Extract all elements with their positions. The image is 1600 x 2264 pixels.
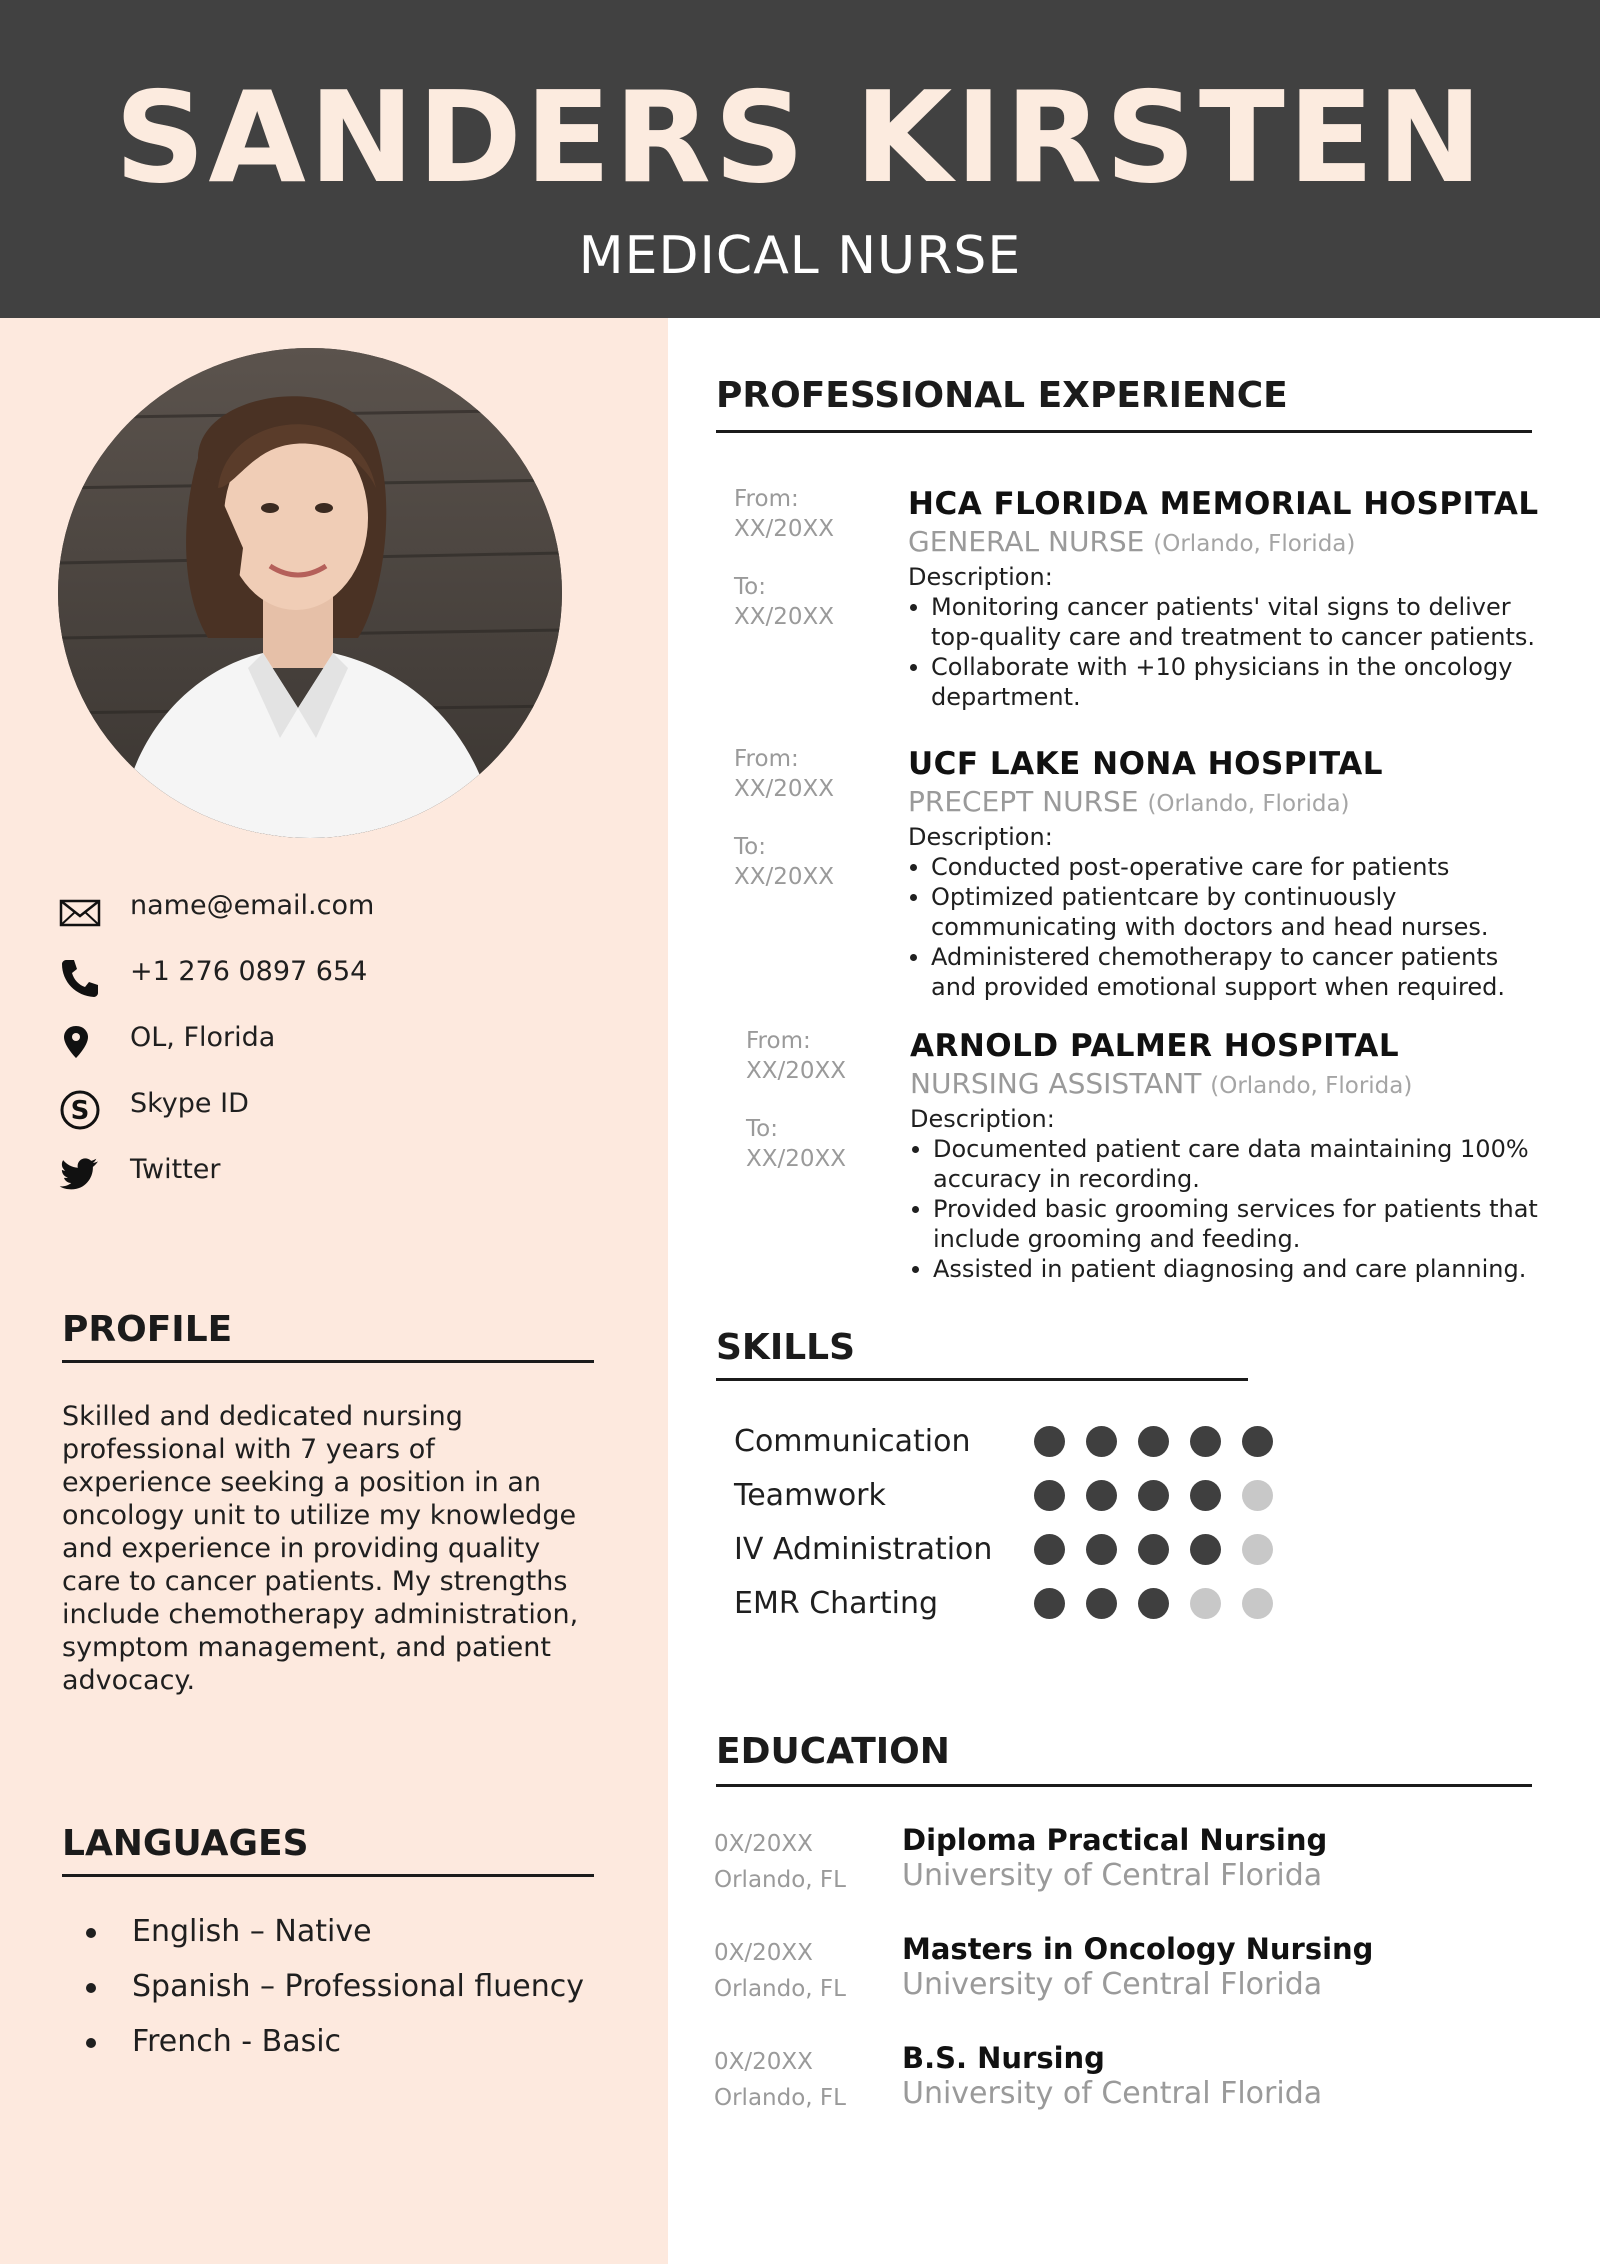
bullet-icon xyxy=(86,1983,96,1993)
role-location: (Orlando, Florida) xyxy=(1147,791,1350,817)
edu-degree: Masters in Oncology Nursing xyxy=(902,1932,1374,1966)
experience-heading: PROFESSIONAL EXPERIENCE xyxy=(716,372,1532,433)
edu-date: 0X/20XX xyxy=(714,1940,813,1966)
list-item: Collaborate with +10 physicians in the oncology department. xyxy=(908,652,1548,712)
from-label: From: xyxy=(734,486,799,512)
job-bullets xyxy=(910,1134,1550,1284)
skill-name: Teamwork xyxy=(734,1478,886,1513)
job-dates xyxy=(734,484,884,632)
edu-date: 0X/20XX xyxy=(714,2049,813,2075)
edu-degree: Diploma Practical Nursing xyxy=(902,1823,1328,1857)
location-pin-icon xyxy=(58,1022,102,1066)
profile-photo xyxy=(58,348,562,838)
education-entry xyxy=(714,2038,1554,2118)
skill-dot-filled xyxy=(1138,1480,1169,1511)
job-body xyxy=(910,1026,1550,1284)
edu-school: University of Central Florida xyxy=(902,1858,1323,1893)
skill-dot-filled xyxy=(1034,1426,1065,1457)
contact-email-text: name@email.com xyxy=(130,890,375,921)
bullet-icon xyxy=(86,2038,96,2048)
languages-heading: LANGUAGES xyxy=(62,1820,594,1877)
skill-dot-filled xyxy=(1138,1426,1169,1457)
description-label: Description: xyxy=(908,563,1053,591)
education-entry xyxy=(714,1929,1554,2009)
description-label: Description: xyxy=(910,1105,1055,1133)
education-heading: EDUCATION xyxy=(716,1728,1532,1787)
skill-dot-filled xyxy=(1190,1426,1221,1457)
svg-text:S: S xyxy=(70,1096,90,1126)
list-item: Administered chemotherapy to cancer patients and provided emotional support when required. xyxy=(908,942,1548,1002)
role-location: (Orlando, Florida) xyxy=(1153,531,1356,557)
candidate-name: SANDERS KIRSTEN xyxy=(114,64,1486,211)
company-name: ARNOLD PALMER HOSPITAL xyxy=(910,1028,1400,1064)
list-item xyxy=(62,2022,622,2077)
from-label: From: xyxy=(734,746,799,772)
edu-location: Orlando, FL xyxy=(714,1867,846,1893)
skill-dot-filled xyxy=(1138,1534,1169,1565)
skills-list xyxy=(734,1416,1294,1632)
contact-skype[interactable] xyxy=(58,1078,638,1144)
job-role xyxy=(908,524,1548,562)
list-item xyxy=(62,1912,622,1967)
skill-row xyxy=(734,1416,1294,1470)
list-item: Monitoring cancer patients' vital signs to deliver top-quality care and treatment to cancer patients. xyxy=(908,592,1548,652)
contact-location-text: OL, Florida xyxy=(130,1022,276,1053)
skill-dot-filled xyxy=(1086,1588,1117,1619)
list-item: Provided basic grooming services for patients that include grooming and feeding. xyxy=(910,1194,1550,1254)
role-location: (Orlando, Florida) xyxy=(1210,1073,1413,1099)
list-item: Documented patient care data maintaining 100% accuracy in recording. xyxy=(910,1134,1550,1194)
skill-name: Communication xyxy=(734,1424,971,1459)
skills-heading: SKILLS xyxy=(716,1324,1248,1381)
profile-heading: PROFILE xyxy=(62,1306,594,1363)
skill-name: EMR Charting xyxy=(734,1586,939,1621)
twitter-icon xyxy=(58,1154,102,1198)
job-body xyxy=(908,744,1548,1002)
job-dates xyxy=(734,744,884,892)
skill-dot-filled xyxy=(1190,1534,1221,1565)
job-bullets xyxy=(908,852,1548,1002)
list-item: Assisted in patient diagnosing and care planning. xyxy=(910,1254,1550,1284)
skill-dot-filled xyxy=(1242,1426,1273,1457)
skill-dot-filled xyxy=(1086,1426,1117,1457)
skill-row xyxy=(734,1578,1294,1632)
skill-dot-empty xyxy=(1242,1588,1273,1619)
to-date: XX/20XX xyxy=(734,864,835,890)
from-date: XX/20XX xyxy=(734,516,835,542)
edu-school: University of Central Florida xyxy=(902,2076,1323,2111)
skill-dot-filled xyxy=(1034,1534,1065,1565)
from-label: From: xyxy=(746,1028,811,1054)
contact-location xyxy=(58,1012,638,1078)
edu-school: University of Central Florida xyxy=(902,1967,1323,2002)
edu-location: Orlando, FL xyxy=(714,2085,846,2111)
contact-skype-text: Skype ID xyxy=(130,1088,249,1119)
skill-dot-filled xyxy=(1034,1480,1065,1511)
edu-location: Orlando, FL xyxy=(714,1976,846,2002)
job-role xyxy=(910,1066,1550,1104)
to-date: XX/20XX xyxy=(734,604,835,630)
contact-email[interactable] xyxy=(58,880,638,946)
from-date: XX/20XX xyxy=(746,1058,847,1084)
to-label: To: xyxy=(734,574,766,600)
role-title: GENERAL NURSE xyxy=(908,525,1145,558)
skill-dot-filled xyxy=(1034,1588,1065,1619)
job-role xyxy=(908,784,1548,822)
list-item: Optimized patientcare by continuously communicating with doctors and head nurses. xyxy=(908,882,1548,942)
skill-dot-filled xyxy=(1086,1534,1117,1565)
description-label: Description: xyxy=(908,823,1053,851)
skill-dot-filled xyxy=(1138,1588,1169,1619)
contact-twitter[interactable] xyxy=(58,1144,638,1210)
edu-degree: B.S. Nursing xyxy=(902,2041,1105,2075)
profile-summary: Skilled and dedicated nursing professional with 7 years of experience seeking a position in an oncology unit to utilize my knowledge and experience in providing quality care to cancer patients. My strengths include chemotherapy administration, symptom management, and patient advocacy. xyxy=(62,1401,579,1696)
job-dates xyxy=(746,1026,896,1174)
envelope-icon xyxy=(58,890,102,934)
company-name: HCA FLORIDA MEMORIAL HOSPITAL xyxy=(908,486,1539,522)
skill-row xyxy=(734,1524,1294,1578)
languages-list xyxy=(62,1912,622,2077)
edu-date: 0X/20XX xyxy=(714,1831,813,1857)
job-bullets xyxy=(908,592,1548,712)
company-name: UCF LAKE NONA HOSPITAL xyxy=(908,746,1384,782)
skill-dot-empty xyxy=(1242,1534,1273,1565)
role-title: PRECEPT NURSE xyxy=(908,785,1139,818)
to-date: XX/20XX xyxy=(746,1146,847,1172)
to-label: To: xyxy=(746,1116,778,1142)
skill-dot-filled xyxy=(1086,1480,1117,1511)
list-item xyxy=(62,1967,622,2022)
contact-phone[interactable] xyxy=(58,946,638,1012)
phone-icon xyxy=(58,956,102,1000)
language-label: Spanish – Professional fluency xyxy=(132,1969,584,2004)
list-item: Conducted post-operative care for patients xyxy=(908,852,1548,882)
skill-dot-empty xyxy=(1242,1480,1273,1511)
skype-icon xyxy=(58,1088,102,1132)
skill-name: IV Administration xyxy=(734,1532,993,1567)
skill-dot-empty xyxy=(1190,1588,1221,1619)
education-entry xyxy=(714,1820,1554,1900)
contact-list xyxy=(58,880,638,1210)
language-label: French - Basic xyxy=(132,2024,342,2059)
skill-row xyxy=(734,1470,1294,1524)
skill-dot-filled xyxy=(1190,1480,1221,1511)
from-date: XX/20XX xyxy=(734,776,835,802)
job-title: MEDICAL NURSE xyxy=(578,226,1022,286)
header-banner xyxy=(0,0,1600,318)
job-body xyxy=(908,484,1548,712)
contact-phone-text: +1 276 0897 654 xyxy=(130,956,368,987)
language-label: English – Native xyxy=(132,1914,372,1949)
role-title: NURSING ASSISTANT xyxy=(910,1067,1202,1100)
contact-twitter-text: Twitter xyxy=(130,1154,221,1185)
bullet-icon xyxy=(86,1928,96,1938)
to-label: To: xyxy=(734,834,766,860)
